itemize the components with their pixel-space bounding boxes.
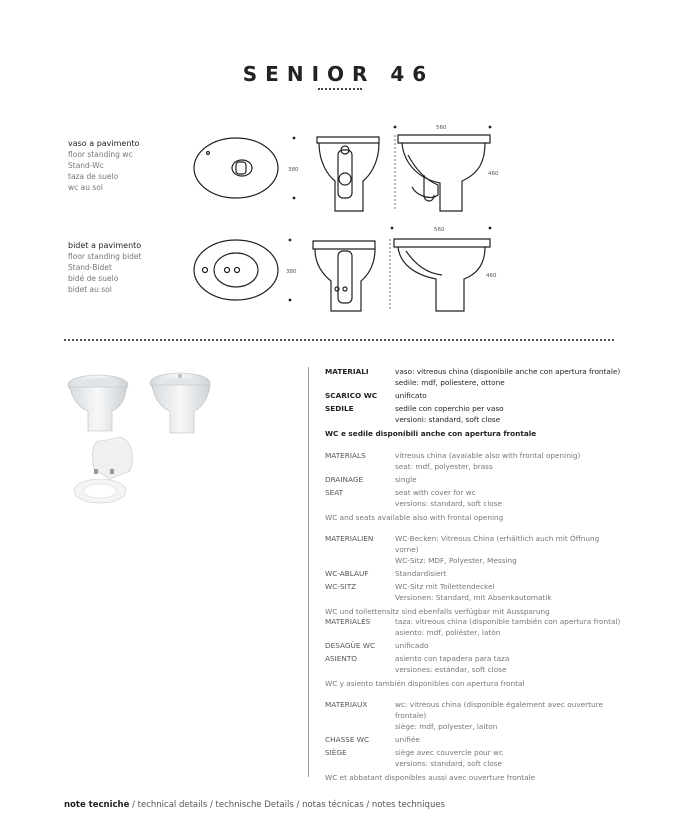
spec-note: WC und toilettensitz sind ebenfalls verfügbar mit Aussparung — [325, 607, 550, 616]
spec-block-it — [325, 366, 625, 438]
spec-key: ASIENTO — [325, 654, 358, 663]
spec-value: WC-Sitz: MDF, Polyester, Messing — [395, 556, 517, 565]
bidet-depth-dim: 560 — [434, 227, 445, 233]
spec-value: vaso: vitreous china (disponibile anche con apertura frontale) — [395, 367, 621, 376]
wc-side-view-drawing — [394, 125, 499, 211]
column-divider — [308, 367, 309, 777]
spec-key: WC-SITZ — [325, 582, 357, 591]
bidet-width-dim: 380 — [286, 269, 297, 275]
spec-note: WC et abbatant disponibles aussi avec ouverture frontale — [325, 773, 536, 782]
footer-rest: / technical details / technische Details / notas técnicas / notes techniques — [129, 800, 445, 810]
spec-key: MATERIALES — [325, 617, 371, 626]
product-translation: floor standing bidet — [68, 252, 142, 261]
spec-value: Standardisiert — [395, 569, 447, 578]
bidet-photo — [150, 373, 210, 433]
spec-block-es — [325, 616, 625, 688]
product-translation: bidet au sol — [68, 285, 112, 294]
page-title: SENIOR 46 — [242, 62, 435, 86]
spec-block-en — [325, 450, 625, 522]
spec-value: versions: standard, soft close — [395, 499, 502, 508]
spec-note: WC and seats available also with frontal opening — [325, 513, 504, 522]
spec-value: sedile con coperchio per vaso — [395, 404, 504, 413]
product-translation: taza de suelo — [68, 172, 119, 181]
spec-value: siège avec couvercle pour wc — [395, 748, 503, 757]
product-translation: Stand-Bidet — [68, 263, 112, 272]
product-translation: bidé de suelo — [68, 274, 119, 283]
spec-value: vitreous china (avaiable also with frontal openinig) — [395, 451, 581, 460]
spec-value: versiones: estándar, soft close — [395, 665, 507, 674]
title-underline — [318, 88, 362, 90]
product-name: bidet a pavimento — [68, 241, 142, 250]
spec-value: WC-Sitz mit Toilettendeckel — [395, 582, 495, 591]
wc-height-dim: 460 — [488, 171, 499, 177]
spec-value: WC-Becken: Vitreous China (erhältlich auch mit Öffnung vorne) — [395, 534, 600, 554]
product-translation: Stand-Wc — [68, 161, 104, 170]
spec-key: MATERIALIEN — [325, 534, 374, 543]
spec-note: WC e sedile disponibili anche con apertura frontale — [325, 429, 537, 438]
spec-value: single — [395, 475, 417, 484]
seat-photo — [74, 437, 132, 503]
spec-key: CHASSE WC — [325, 735, 370, 744]
spec-value: unificato — [395, 391, 427, 400]
spec-key: DESAGÜE WC — [325, 641, 376, 650]
spec-key: MATERIALS — [325, 451, 366, 460]
spec-note: WC y asiento también disponibles con apertura frontal — [325, 679, 525, 688]
spec-key: MATERIAUX — [325, 700, 368, 709]
technical-drawings — [180, 115, 510, 330]
product-bidet-label — [68, 240, 141, 295]
product-name: vaso a pavimento — [68, 139, 140, 148]
spec-key: WC-ABLAUF — [325, 569, 369, 578]
footer-bold: note tecniche — [64, 800, 130, 810]
wc-top-view-drawing — [194, 137, 299, 199]
spec-block-fr — [325, 699, 625, 782]
product-translation: wc au sol — [68, 183, 103, 192]
product-photos — [60, 365, 230, 515]
spec-value: seat with cover for wc — [395, 488, 476, 497]
spec-value: versioni: standard, soft close — [395, 415, 501, 424]
spec-value: Versionen: Standard, mit Absenkautomatik — [395, 593, 552, 602]
bidet-top-view-drawing — [194, 239, 297, 301]
spec-value: wc: vitreous china (disponible également avec ouverture frontale) — [395, 700, 603, 720]
spec-value: sedile: mdf, poliestere, ottone — [395, 378, 505, 387]
spec-value: taza: vitreous china (disponible también con apertura frontal) — [395, 617, 621, 626]
bidet-side-view-drawing — [390, 227, 497, 311]
wc-depth-dim: 560 — [436, 125, 447, 131]
product-translation: floor standing wc — [68, 150, 133, 159]
product-wc-label — [68, 138, 139, 193]
spec-key: MATERIALI — [325, 367, 369, 376]
spec-value: seat: mdf, polyester, brass — [395, 462, 493, 471]
spec-block-de — [325, 533, 625, 616]
spec-key: SEDILE — [325, 404, 354, 413]
spec-value: unifiée — [395, 735, 420, 744]
spec-value: siège: mdf, polyester, laiton — [395, 722, 498, 731]
spec-key: SCARICO WC — [325, 391, 378, 400]
spec-value: asiento: mdf, poliéster, latón — [395, 628, 501, 637]
footer-caption — [64, 800, 445, 810]
spec-value: unificado — [395, 641, 429, 650]
spec-value: asiento con tapadera para taza — [395, 654, 510, 663]
spec-key: DRAINAGE — [325, 475, 364, 484]
wc-front-view-drawing — [317, 137, 379, 211]
spec-key: SEAT — [325, 488, 344, 497]
bidet-front-view-drawing — [313, 241, 375, 311]
wc-photo — [68, 375, 128, 431]
section-divider — [64, 339, 614, 341]
wc-width-dim: 380 — [288, 167, 299, 173]
spec-value: versions: standard, soft close — [395, 759, 502, 768]
bidet-height-dim: 460 — [486, 273, 497, 279]
spec-key: SIÈGE — [325, 748, 347, 757]
